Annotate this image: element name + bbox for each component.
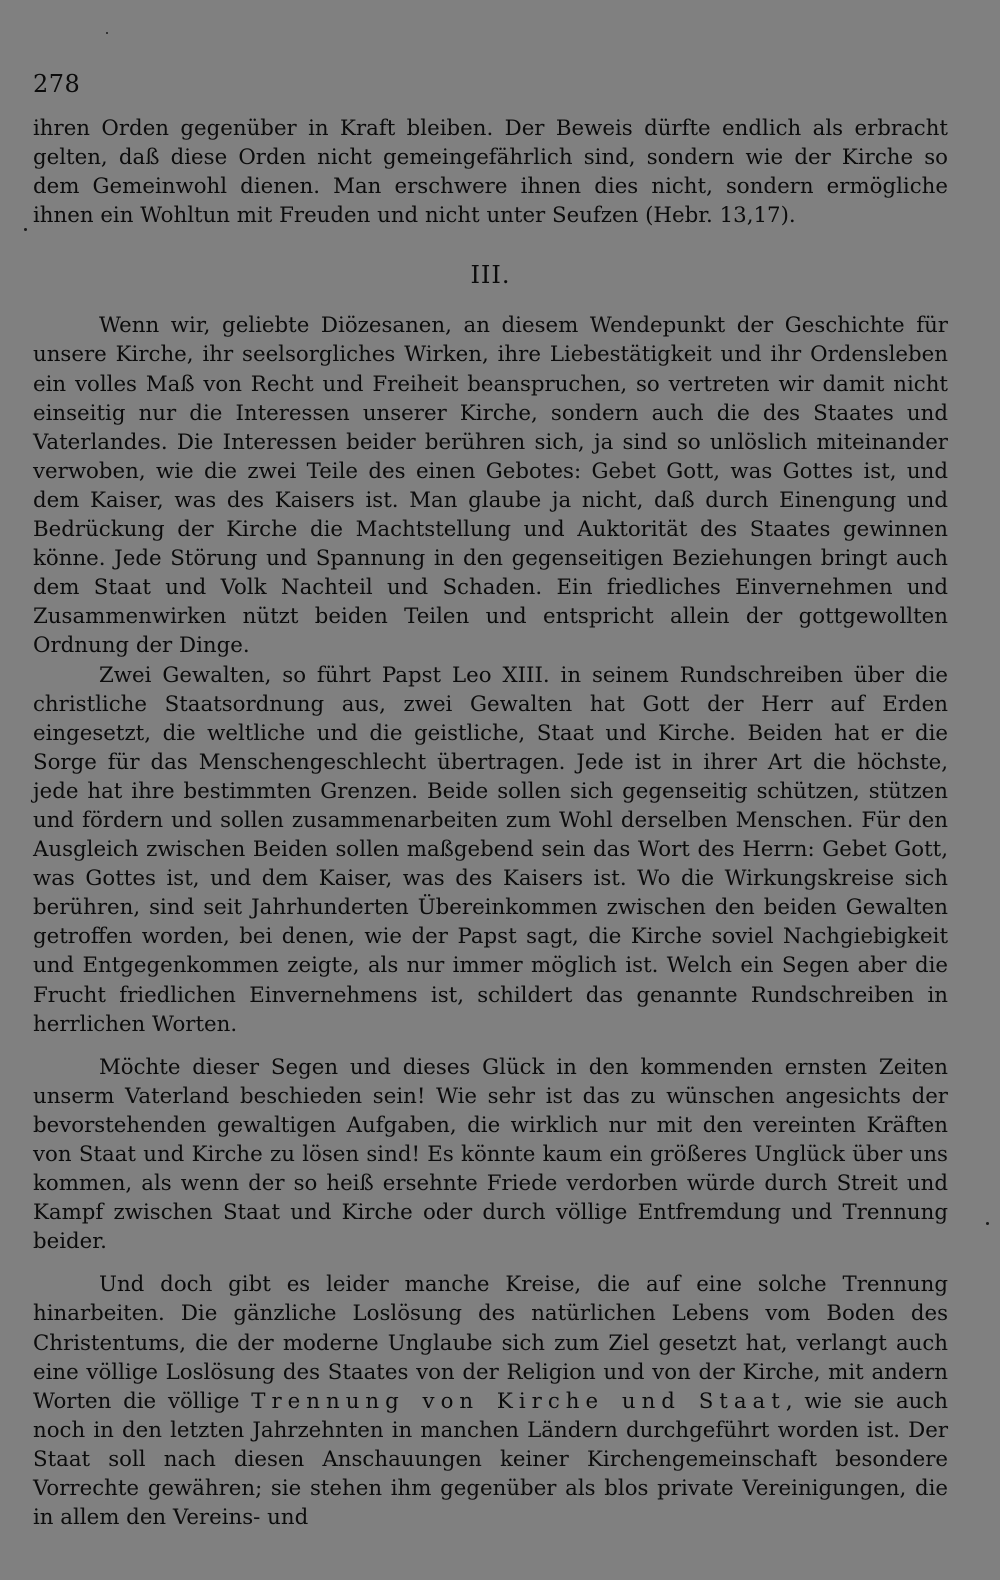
paragraph-interests: Wenn wir, geliebte Diözesanen, an diesem Wendepunkt der Geschichte für unsere Kirche, ihr seelsorgliches Wirken, ihre Liebestätigkeit und ihr Ordensleben ein volles Maß von Recht und Freiheit beanspruchen, so vertreten wir damit nicht einseitig nur die Interessen unserer Kirche, sondern auch die des Staates und Vaterlandes. Die Interessen beider berühren sich, ja sind so unlöslich miteinander verwoben, wie die zwei Teile des einen Gebotes: Gebet Gott, was Gottes ist, und dem Kaiser, was des Kaisers ist. Man glaube ja nicht, daß durch Einengung und Bedrückung der Kirche die Machtstellung und Auktorität des Staates gewinnen könne. Jede Störung und Spannung in den gegenseitigen Beziehungen bringt auch dem Staat und Volk Nachteil und Schaden. Ein friedliches Einvernehmen und Zusammenwirken nützt beiden Teilen und entspricht allein der gottgewollten Ordnung der Dinge.	[33, 313, 948, 659]
scan-speck	[24, 228, 27, 231]
separation-text-start: Und doch gibt es leider manche Kreise, die auf eine solche Trennung hinarbeiten. Die gänzliche Loslösung des natürlichen Lebens vom Boden des Christentums, die der moderne Unglaube sich zum Ziel gesetzt hat, verlangt auch eine völlige Loslösung des Staates von der Religion und von der Kirche, mit andern Worten die völlige	[33, 1272, 948, 1414]
paragraph-continuation: ihren Orden gegenüber in Kraft bleiben. Der Beweis dürfte endlich als erbracht gelten, daß diese Orden nicht gemeingefährlich sind, sondern wie der Kirche so dem Gemeinwohl dienen. Man erschwere ihnen dies nicht, sondern ermögliche ihnen ein Wohltun mit Freuden und nicht unter Seufzen (Hebr. 13,17).	[33, 116, 948, 229]
paragraph-blessing: Möchte dieser Segen und dieses Glück in den kommenden ernsten Zeiten unserm Vaterland beschieden sein! Wie sehr ist das zu wünschen angesichts der bevorstehenden gewaltigen Aufgaben, die wirklich nur mit den vereinten Kräften von Staat und Kirche zu lösen sind! Es könnte kaum ein größeres Unglück über uns kommen, als wenn der so heiß ersehnte Friede verdorben würde durch Streit und Kampf zwischen Staat und Kirche oder durch völlige Entfremdung und Trennung beider.	[33, 1054, 948, 1255]
page-number: 278	[33, 70, 81, 98]
separation-text-end: , wie sie auch noch in den letzten Jahrzehnten in manchen Ländern durchgeführt worden ist. Der Staat soll nach diesen Anschauungen keiner Kirchengemeinschaft besondere Vorrechte gewähren; sie stehen ihm gegenüber als blos private Vereinigungen, die in allem den Vereins- und	[33, 1388, 948, 1531]
paragraph-two-powers: Zwei Gewalten, so führt Papst Leo XIII. in seinem Rundschreiben über die christliche Staatsordnung aus, zwei Gewalten hat Gott der Herr auf Erden eingesetzt, die weltliche und die geistliche, Staat und Kirche. Beiden hat er die Sorge für das Menschengeschlecht übertragen. Jede ist in ihrer Art die höchste, jede hat ihre bestimmten Grenzen. Beide sollen sich gegenseitig schützen, stützen und fördern und sollen zusammenarbeiten zum Wohl derselben Menschen. Für den Ausgleich zwischen Beiden sollen maßgebend sein das Wort des Herrn: Gebet Gott, was Gottes ist, und dem Kaiser, was des Kaisers ist. Wo die Wirkungskreise sich berühren, sind seit Jahrhunderten Übereinkommen zwischen den beiden Gewalten getroffen worden, bei denen, wie der Papst sagt, die Kirche soviel Nachgiebigkeit und Entgegenkommen zeigte, als nur immer möglich ist. Welch ein Segen aber die Frucht friedlichen Einvernehmens ist, schildert das genannte Rundschreiben in herrlichen Worten.	[33, 662, 948, 1037]
section-heading: III.	[470, 261, 511, 290]
separation-emphasis: Trennung von Kirche und Staat	[251, 1388, 786, 1414]
paragraph-separation	[33, 1270, 948, 1532]
scan-speck	[986, 1222, 989, 1225]
scan-speck	[106, 32, 108, 34]
